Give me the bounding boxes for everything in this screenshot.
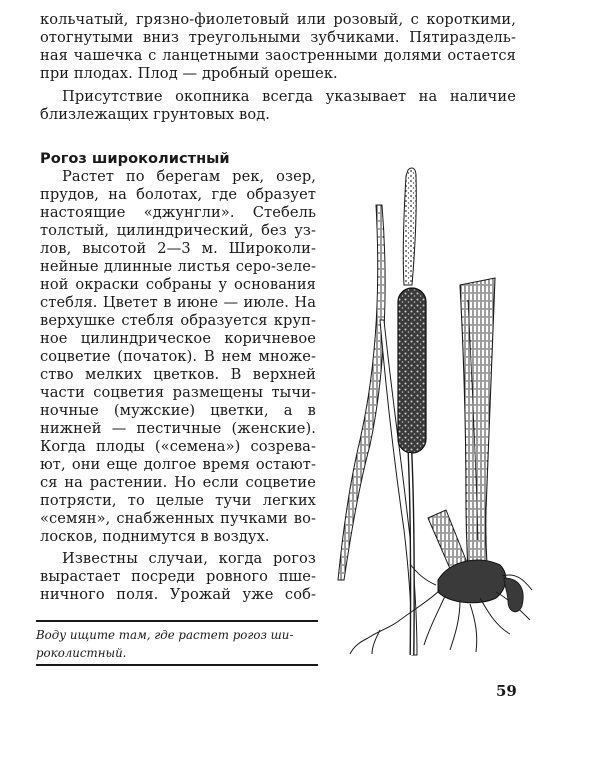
root-clump	[438, 560, 506, 603]
body-line-7: ной окраски собраны у основания	[40, 276, 316, 293]
body-line-13: части соцветия размещены тычи-	[40, 384, 316, 401]
note-line-2: роколистный.	[36, 646, 127, 660]
body-line-15: нижней — пестичные (женские).	[40, 420, 316, 437]
female-spike	[398, 288, 426, 453]
body-line-4: толстый, цилиндрический, без уз-	[40, 222, 316, 239]
note-rule-bottom	[36, 664, 318, 666]
note-rule-top	[36, 620, 318, 622]
para2-line-2: близлежащих грунтовых вод.	[40, 106, 271, 123]
body2-line-2: вырастает посреди ровного пше-	[40, 568, 316, 585]
section-heading: Рогоз широколистный	[40, 150, 230, 167]
body-line-12: ство мелких цветков. В верхней	[40, 366, 316, 383]
body-line-20: «семян», снабженных пучками во-	[40, 510, 316, 527]
body-line-6: нейные длинные листья серо-зеле-	[40, 258, 316, 275]
note-line-1: Воду ищите там, где растет рогоз ши-	[36, 628, 294, 642]
body-line-18: ся на растении. Но если соцветие	[40, 474, 316, 491]
intro-line-3: ная чашечка с ланцетными заостренными долями остается	[40, 47, 516, 64]
right-broad-leaf	[460, 278, 495, 600]
left-leaf	[338, 205, 385, 580]
page-number: 59	[496, 682, 517, 700]
male-spike	[403, 168, 416, 285]
body-line-21: лосков, поднимутся в воздух.	[40, 528, 270, 545]
intro-line-1: кольчатый, грязно-фиолетовый или розовый, с короткими,	[40, 11, 516, 28]
body2-line-1: Известны случаи, когда рогоз	[62, 550, 316, 567]
body-line-3: настоящие «джунгли». Стебель	[40, 204, 316, 221]
body-line-17: ют, они еще долгое время остают-	[40, 456, 316, 473]
intro-line-2: отогнутыми вниз треугольными зубчиками. Пятираздель-	[40, 29, 516, 46]
body-line-16: Когда плоды («семена») созрева-	[40, 438, 316, 455]
body-line-8: стебля. Цветет в июне — июле. На	[40, 294, 316, 311]
body-line-11: соцветие (початок). В нем множе-	[40, 348, 316, 365]
body2-line-3: ничного поля. Урожай уже соб-	[40, 586, 316, 603]
body-line-10: ное цилиндрическое коричневое	[40, 330, 316, 347]
para2-line-1: Присутствие окопника всегда указывает на наличие	[62, 88, 516, 105]
cattail-illustration	[320, 160, 540, 660]
rhizome-bud	[504, 578, 523, 612]
body-line-9: верхушке стебля образуется круп-	[40, 312, 316, 329]
body-line-14: ночные (мужские) цветки, а в	[40, 402, 316, 419]
body-line-1: Растет по берегам рек, озер,	[62, 168, 316, 185]
body-line-19: потрясти, то целые тучи легких	[40, 492, 316, 509]
intro-line-4: при плодах. Плод — дробный орешек.	[40, 65, 338, 82]
body-line-2: прудов, на болотах, где образует	[40, 186, 316, 203]
body-line-5: лов, высотой 2—3 м. Широколи-	[40, 240, 316, 257]
